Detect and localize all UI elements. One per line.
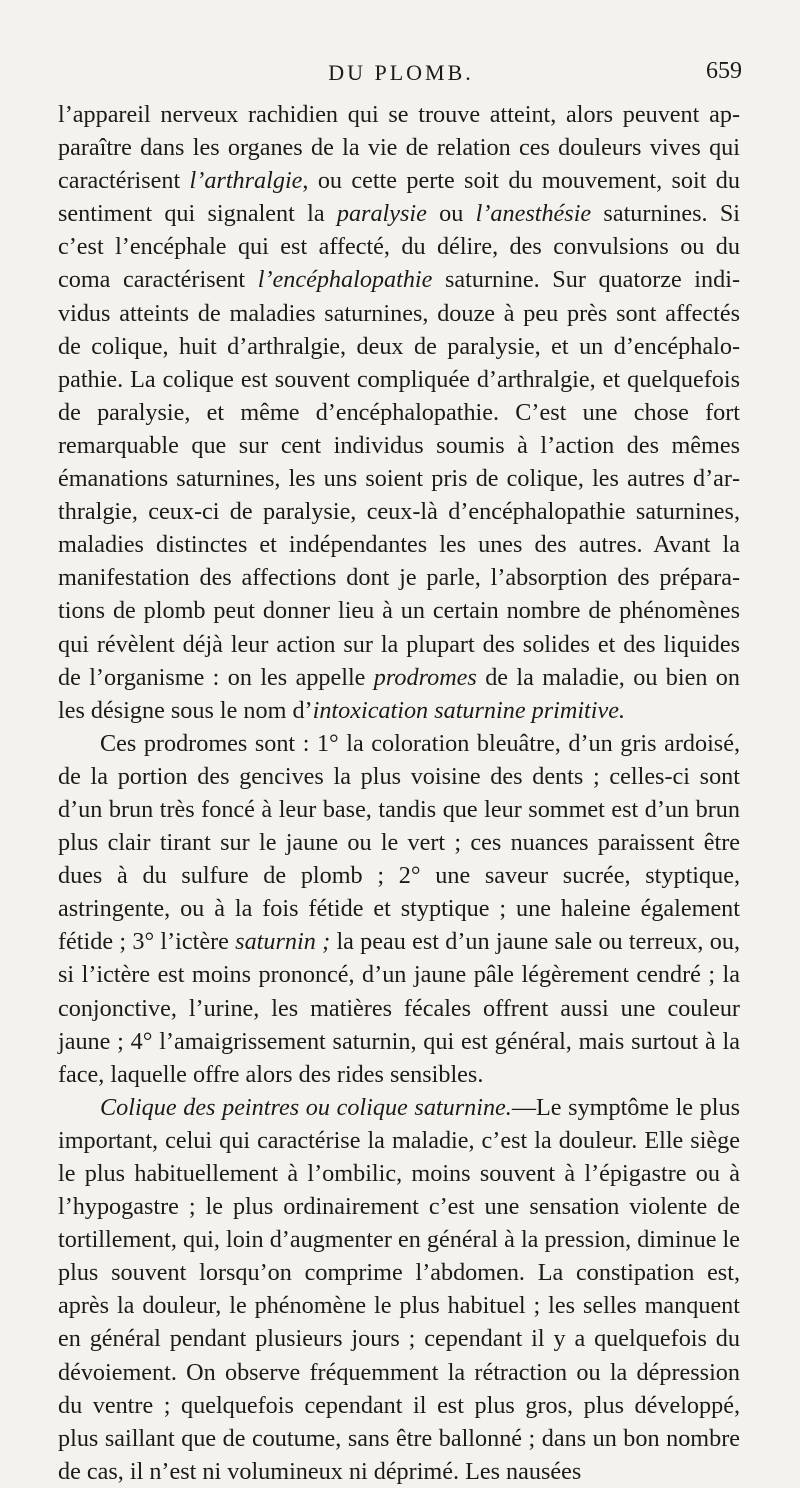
paragraph-1 xyxy=(58,98,740,727)
text-run: ou xyxy=(426,200,476,228)
text-run: de la maladie, ou bien on les désigne sous le nom d’ xyxy=(58,663,740,724)
body-text xyxy=(58,98,740,1488)
italic-term: paralysie xyxy=(336,200,427,228)
paragraph-3 xyxy=(58,1091,740,1488)
text-run: , ou cette perte soit du mouvement, soit du sentiment qui signalent la xyxy=(58,167,740,228)
running-title: DU PLOMB. xyxy=(328,60,474,85)
paragraph-2 xyxy=(58,727,740,1091)
text-run: saturnines. Si c’est l’encéphale qui est affecté, du délire, des convulsions ou du coma caractérisent xyxy=(58,200,741,294)
text-run: l’appareil nerveux rachidien qui se trouve atteint, alors peuvent apparaître dans les organes de la vie de relation ces douleurs vives qui caractérisent xyxy=(58,101,740,195)
text-run: saturnine. Sur quatorze individus atteints de maladies saturnines, douze à peu près sont affectés de colique, huit d’arthralgie, deux de paralysie, et un d’encéphalopathie. La colique est souvent compliquée d’arthralgie, et quelquefois de paralysie, et même d’encéphalopathie. C’est une chose fort remarquable que sur cent individus soumis à l’action des mêmes émanations saturnines, les uns soient pris de colique, les autres d’arthralgie, ceux-ci de paralysie, ceux-là d’encéphalopathie saturnines, maladies distinctes et indépendantes les unes des autres. Avant la manifestation des affections dont je parle, l’absorption des préparations de plomb peut donner lieu à un certain nombre de phénomènes qui révèlent déjà leur action sur la plupart des solides et des liquides de l’organisme : on les appelle xyxy=(58,266,740,691)
text-run: Ces prodromes sont : 1° la coloration bleuâtre, d’un gris ardoisé, de la portion des gencives la plus voisine des dents ; celles-ci sont d’un brun très foncé à leur base, tandis que leur sommet est d’un brun plus clair tirant sur le jaune ou le vert ; ces nuances paraissent être dues à du sulfure de plomb ; 2° une saveur sucrée, styptique, astringente, ou à la fois fétide et styptique ; une haleine également fétide ; 3° l’ictère xyxy=(58,729,740,956)
italic-term: saturnin ; xyxy=(235,928,331,956)
italic-term: l’arthralgie xyxy=(189,167,303,195)
italic-term: prodromes xyxy=(373,663,477,691)
italic-term: intoxication saturnine primitive. xyxy=(312,696,625,724)
section-heading: Colique des peintres ou colique saturnine. xyxy=(100,1093,512,1121)
running-head xyxy=(60,54,742,94)
text-run: la peau est d’un jaune sale ou terreux, ou, si l’ictère est moins prononcé, d’un jaune pâle légèrement cendré ; la conjonctive, l’urine, les matières fécales offrent aussi une couleur jaune ; 4° l’amaigrissement saturnin, qui est général, mais surtout à la face, laquelle offre alors des rides sensibles. xyxy=(58,928,740,1088)
text-run: —Le symptôme le plus important, celui qui caractérise la maladie, c’est la douleur. Elle siège le plus habituellement à l’ombilic, moins souvent à l’épigastre ou à l’hypogastre ; le plus ordinairement c’est une sensation violente de tortillement, qui, loin d’augmenter en général à la pression, diminue le plus souvent lorsqu’on comprime l’abdomen. La constipation est, après la douleur, le phénomène le plus habituel ; les selles manquent en général pendant plusieurs jours ; cependant il y a quelquefois du dévoiement. On observe fréquemment la rétraction ou la dépression du ventre ; quelquefois cependant il est plus gros, plus développé, plus saillant que de coutume, sans être ballonné ; dans un bon nombre de cas, il n’est ni volumineux ni déprimé. Les nausées xyxy=(58,1093,740,1485)
page-number: 659 xyxy=(706,58,742,84)
italic-term: l’anesthésie xyxy=(475,200,592,228)
italic-term: l’encéphalopathie xyxy=(257,266,433,294)
